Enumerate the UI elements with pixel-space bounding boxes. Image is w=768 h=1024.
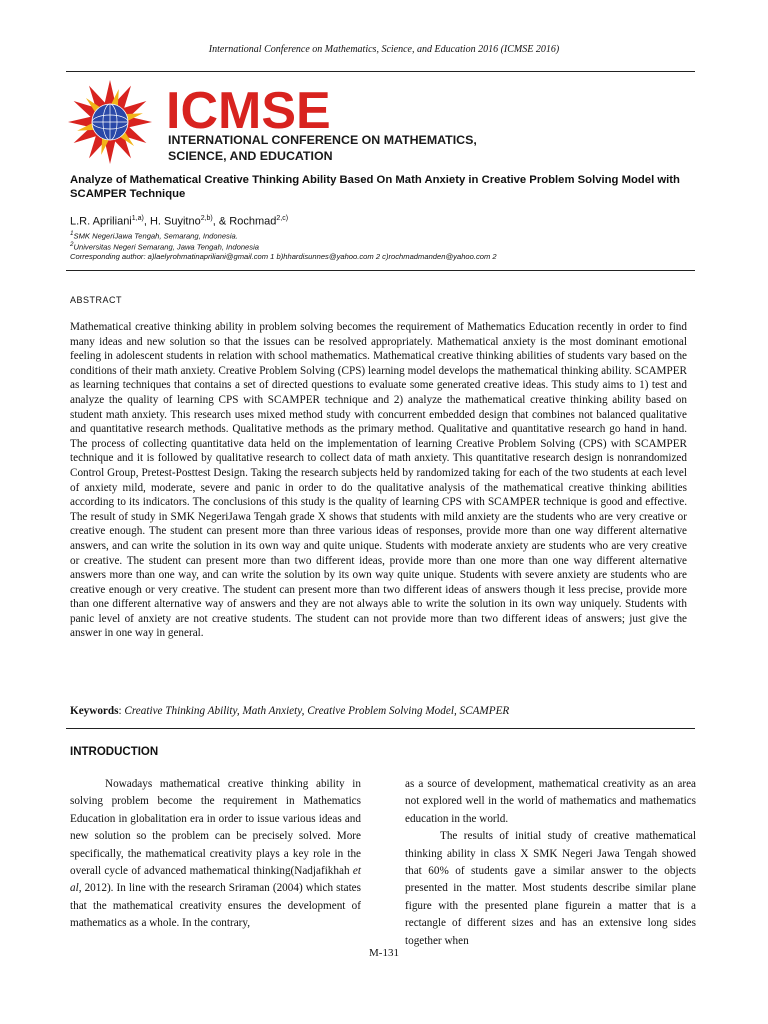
abstract-heading: ABSTRACT [70, 295, 123, 305]
intro-paragraph: The results of initial study of creative mathematical thinking ability in class X SMK Negeri Jawa Tengah showed that 60% of students gave a similar answer to the objects presented in the matter. Most students describe similar plane figure with the presented plane figurein a matter that is a rectangle of different sizes and has an extensive long sides together when [405, 830, 696, 947]
intro-paragraph: as a source of development, mathematical creativity as an area not explored well in the world of mathematics and mathematics education in the world. [405, 778, 696, 825]
paper-title: Analyze of Mathematical Creative Thinking Ability Based On Math Anxiety in Creative Problem Solving Model with SCAMPER Technique [70, 174, 680, 200]
conference-header: International Conference on Mathematics, Science, and Education 2016 (ICMSE 2016) [208, 44, 560, 55]
header-rule [66, 71, 695, 72]
logo-line-1: INTERNATIONAL CONFERENCE ON MATHEMATICS, [168, 133, 477, 147]
section-rule [66, 728, 695, 729]
intro-paragraph: Nowadays mathematical creative thinking ability in solving problem become the requirement in Mathematics Education in globalitation era in order to issue various ideas and new solution so the problem can be precisely solved. More specifically, the mathematical creativity plays a key role in the overall cycle of advanced mathematical thinking(Nadjafikhah et al, 2012). In line with the research Sriraman (2004) which states that the mathematical creativity ensures the development of mathematics as a whole. In the contrary, [70, 778, 361, 930]
author-list: L.R. Apriliani$^{1,a)}$, H. Suyitno$^{2,b)}$, & Rochmad$^{2,c)}$ [70, 215, 289, 228]
logo-acronym: ICMSE [166, 82, 331, 140]
affiliation-1: $^1$SMK NegeriJawa Tengah, Semarang, Indonesia. [70, 230, 238, 241]
author-name: L.R. Apriliani [70, 215, 132, 228]
intro-left-column [70, 776, 361, 933]
intro-right-column [405, 776, 696, 950]
section-rule [66, 270, 695, 271]
abstract-text: Mathematical creative thinking ability in problem solving becomes the requirement of Mathematics Education recently in order to find many ideas and new solution so that the issues can be resolved appropriately. Mathematical anxiety is the most dominant emotional feeling in adolescent students in relation with school mathematics. Mathematical creative thinking abilities of students vary based on the conditions of their math anxiety. Creative Problem Solving (CPS) learning model develops the mathematical thinking ability. SCAMPER as learning techniques that contains a set of directed questions to evaluate some generated creative ideas. This study aims to 1) test and analyze the quality of learning CPS with SCAMPER technique and 2) analyze the mathematical creative thinking ability based on student math anxiety. This research uses mixed method study with concurrent embedded design that combines not balanced qualitative and quantitative research methods. Qualitative methods as the primary method. Qualitative and quantitative research go hand in hand. The process of collecting quantitative data held on the implementation of learning Creative Problem Solving (CPS) with SCAMPER technique and it is followed by qualitative research to collect data of math anxiety. This quantitative research design is nonrandomized Control Group, Pretest-Posttest Design. Taking the research subjects held by randomized taking for each of the two students at each level of anxiety mild, moderate, severe and panic in order to do the qualitative analysis of the mathematical creative thinking abilities according to its indicators. The conclusions of this study is the quality of learning CPS with SCAMPER technique is good and effective. The result of study in SMK NegeriJawa Tengah grade X shows that students with mild anxiety are the students who are very creative or creative enough. The student can present more than three various ideas of responses, provide more than one way different alternative answers, and can write the solution in its own way and quite unique. Students with moderate anxiety are students who are very creative or creative. The student can present more than two different ideas, provide more than one more than one way different alternative answers more than one way, and can write the solution by its own way quite unique. Students with severe anxiety are students who are creative enough or very creative. The student can present more than two different ideas of answers though it less precise, provide more than one different alternative way of answers and they are not always able to write the solution in its own way uniquely. Students with panic level of anxiety are not creative students. The student can not provide more than two different ideas of answers; just give the answer in one way in general. [70, 321, 687, 640]
author-name: H. Suyitno [149, 215, 201, 228]
page-number: M-131 [369, 947, 399, 959]
keywords-label: Keywords [70, 705, 119, 717]
keywords: Keywords: Creative Thinking Ability, Math Anxiety, Creative Problem Solving Model, SCAMPER [70, 705, 510, 717]
corresponding-author: Corresponding author: a)laelyrohmatinapriliani@gmail.com 1 b)hhardisunnes@yahoo.com 2 c)rochmadmanden@yahoo.com 2 [70, 252, 497, 261]
globe-star-icon [68, 80, 152, 164]
author-name: Rochmad [229, 215, 277, 228]
icmse-logo [66, 78, 506, 168]
keywords-value: Creative Thinking Ability, Math Anxiety, Creative Problem Solving Model, SCAMPER [124, 705, 510, 717]
logo-line-2: SCIENCE, AND EDUCATION [168, 149, 333, 163]
introduction-heading: INTRODUCTION [70, 746, 159, 758]
affiliation-2: $^2$Universitas Negeri Semarang, Jawa Tengah, Indonesia [70, 241, 259, 252]
